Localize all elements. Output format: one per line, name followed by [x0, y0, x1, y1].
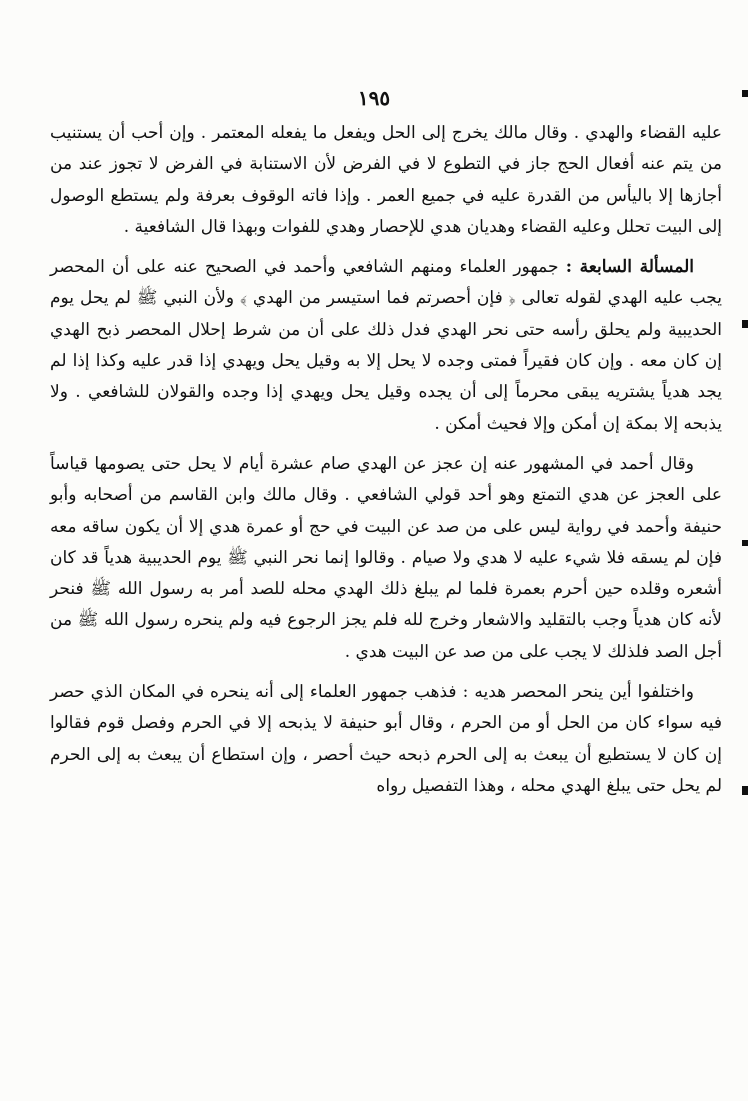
paragraph-issue-seven [50, 252, 722, 440]
issue-body: جمهور العلماء ومنهم الشافعي وأحمد في الصحيح عنه على أن المحصر يجب عليه الهدي لقوله تعالى ﴿ فإن أحصرتم فما استيسر من الهدي ﴾ ولأن النبي ﷺ لم يحل يوم الحديبية ولم يحلق رأسه حتى نحر الهدي فدل ذلك على أن من شرط إحلال المحصر ذبح الهدي إن كان معه . وإن كان فقيراً فمتى وجده لا يحل إلا به وقيل يحل ويهدي إذا قدر عليه وكذا إذا لم يجد هدياً يشتريه يبقى محرماً إلى أن يجده وقيل يحل ويهدي إذا وجده والقولان للشافعي . ولا يذبحه إلا بمكة إن أمكن وإلا فحيث أمكن . [50, 257, 722, 434]
paragraph-slaughter-place: واختلفوا أين ينحر المحصر هديه : فذهب جمهور العلماء إلى أنه ينحره في المكان الذي حصر فيه سواء كان من الحل أو من الحرم ، وقال أبو حنيفة لا يذبحه إلا في الحرم وفصل قوم فقالوا إن كان لا يستطيع أن يبعث به إلى الحرم ذبحه حيث أحصر ، وإن استطاع أن يبعث به إلى الحرم لم يحل حتى يبلغ الهدي محله ، وهذا التفصيل رواه [50, 682, 722, 796]
issue-heading: المسألة السابعة : [565, 257, 694, 278]
page-number: ١٩٥ [357, 86, 391, 110]
page-edge-mark [742, 320, 748, 328]
text-body [50, 118, 722, 811]
paragraph-ahmad-view: وقال أحمد في المشهور عنه إن عجز عن الهدي صام عشرة أيام لا يحل حتى يصومها قياساً على العجز عن هدي التمتع وهو أحد قولي الشافعي . وقال مالك وابن القاسم من أصحابه وأبو حنيفة وأحمد في رواية ليس على من صد عن البيت في حج أو عمرة هدي إلا أن يكون ساقه معه فإن لم يسقه فلا شيء عليه لا هدي ولا صيام . وقالوا إنما نحر النبي ﷺ يوم الحديبية هدياً قد كان أشعره وقلده حين أحرم بعمرة فلما لم يبلغ ذلك الهدي محله للصد أمر به رسول الله ﷺ فنحر لأنه كان هدياً وجب بالتقليد والاشعار وخرج لله فلم يجز الرجوع فيه ولم ينحره رسول الله ﷺ من أجل الصد فلذلك لا يجب على من صد عن البيت هدي . [50, 453, 722, 662]
paragraph-continuation: عليه القضاء والهدي . وقال مالك يخرج إلى الحل ويفعل ما يفعله المعتمر . وإن أحب أن يستنيب من يتم عنه أفعال الحج جاز في التطوع لا في الفرض لأن الاستنابة في الفرض لا تجوز عند من أجازها إلا باليأس من القدرة عليه في جميع العمر . وإذا فاته الوقوف بعرفة ولم يستطع الوصول إلى البيت تحلل وعليه القضاء وهديان هدي للإحصار وهدي للفوات وبهذا قال الشافعية . [50, 123, 722, 237]
page-edge-mark [742, 90, 748, 97]
page-edge-mark [742, 786, 748, 795]
page-edge-mark [742, 540, 748, 546]
